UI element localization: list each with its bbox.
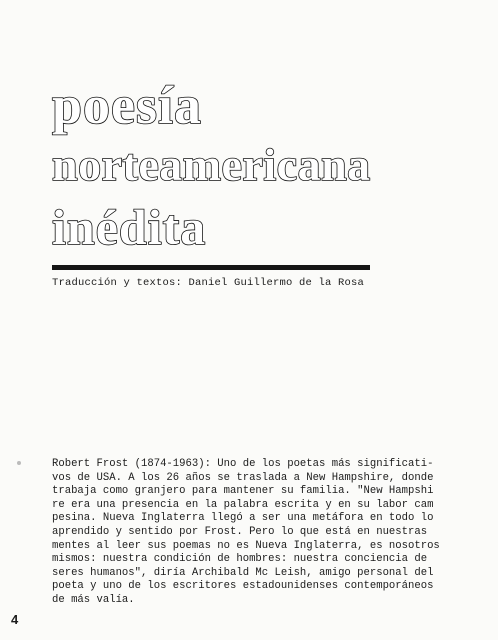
body-line: pesina. Nueva Inglaterra llegó a ser una metáfora en todo lo	[52, 512, 434, 525]
title-line-3: inédita	[52, 199, 207, 255]
translation-credit: Traducción y textos: Daniel Guillermo de la Rosa	[52, 277, 365, 289]
body-line: trabaja como granjero para mantener su familia. "New Hampshi	[52, 485, 434, 498]
body-line: mismos: nuestra condición de hombres: nuestra conciencia de	[52, 553, 428, 566]
title-block	[52, 75, 371, 255]
paper-speck	[17, 461, 21, 465]
body-line: re era una presencia en la palabra escrita y en su labor cam	[52, 498, 434, 511]
page-number: 4	[11, 612, 19, 627]
body-line: Robert Frost (1874-1963): Uno de los poetas más significati-	[52, 458, 434, 470]
body-line: vos de USA. A los 26 años se traslada a New Hampshire, donde	[52, 471, 434, 484]
title-rule	[52, 265, 370, 270]
title-line-2: norteamericana	[52, 139, 371, 190]
body-line: de más valía.	[52, 593, 135, 606]
title-line-1: poesía	[52, 75, 203, 135]
body-line: aprendido y sentido por Frost. Pero lo que está en nuestras	[52, 525, 428, 538]
body-line: mentes al leer sus poemas no es Nueva Inglaterra, es nosotros	[52, 539, 440, 552]
body-paragraph	[52, 458, 452, 608]
body-line: seres humanos", diría Archibald Mc Leish, amigo personal del	[52, 566, 434, 579]
body-line: poeta y uno de los escritores estadounidenses contemporáneos	[52, 580, 434, 593]
